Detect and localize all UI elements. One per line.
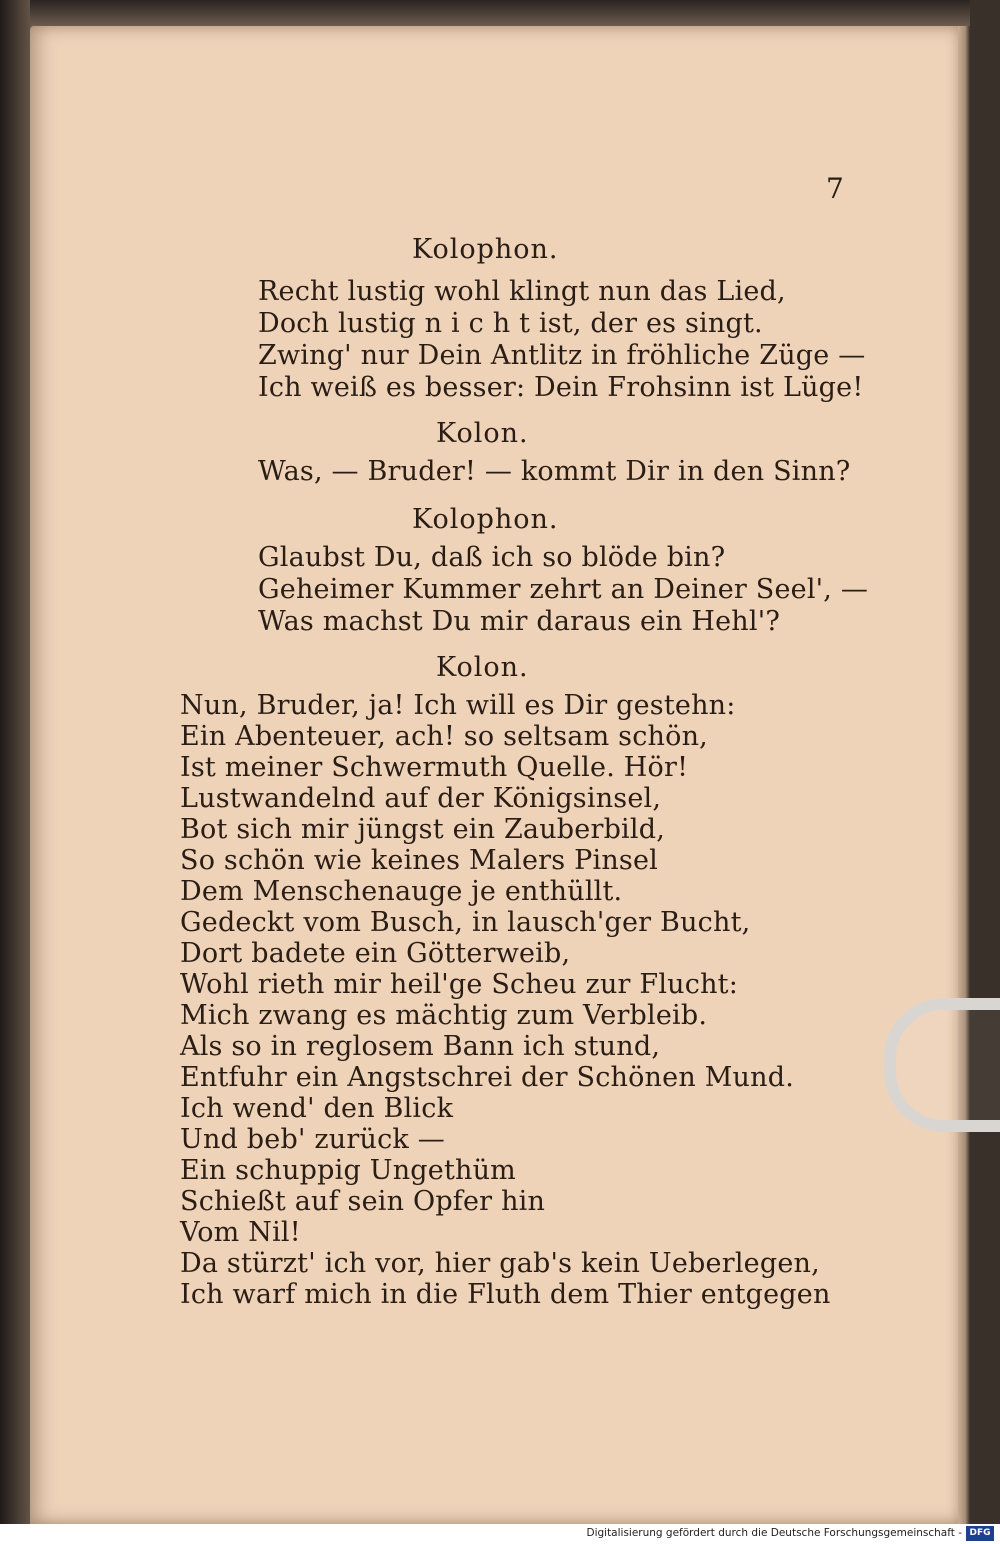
section-heading: Kolophon. [412,504,559,535]
verse-line: Nun, Bruder, ja! Ich will es Dir gestehn: [180,690,736,721]
verse-line: Dort badete ein Götterweib, [180,938,571,969]
verse-line: Dem Menschenauge je enthüllt. [180,876,623,907]
verse-line: Wohl rieth mir heil'ge Scheu zur Flucht: [180,969,739,1000]
verse-line: Entfuhr ein Angstschrei der Schönen Mund. [180,1062,794,1093]
verse-line: Ich warf mich in die Fluth dem Thier entgegen [180,1279,831,1310]
page-top-edge [30,0,970,26]
dfg-logo: DFG [966,1526,994,1541]
page-clip [884,998,1000,1132]
footer-bar [0,1524,1000,1544]
verse-line: Schießt auf sein Opfer hin [180,1186,546,1217]
verse-line: Zwing' nur Dein Antlitz in fröhliche Züge — [258,340,866,371]
verse-line: Da stürzt' ich vor, hier gab's kein Ueberlegen, [180,1248,820,1279]
verse-line: Doch lustig n i c h t ist, der es singt. [258,308,763,339]
section-heading: Kolophon. [412,234,559,265]
page-edge [958,26,970,1524]
funding-credit: Digitalisierung gefördert durch die Deutsche Forschungsgemeinschaft - [586,1527,962,1539]
verse-line: Bot sich mir jüngst ein Zauberbild, [180,814,665,845]
page-number: 7 [826,172,844,205]
verse-line: Ist meiner Schwermuth Quelle. Hör! [180,752,689,783]
verse-line: Vom Nil! [180,1217,301,1248]
verse-line: Recht lustig wohl klingt nun das Lied, [258,276,786,307]
verse-line: Ich wend' den Blick [180,1093,454,1124]
verse-line: Und beb' zurück — [180,1124,445,1155]
verse-line: Was, — Bruder! — kommt Dir in den Sinn? [258,456,851,487]
verse-line: Ich weiß es besser: Dein Frohsinn ist Lüge! [258,372,864,403]
verse-line: Geheimer Kummer zehrt an Deiner Seel', — [258,574,869,605]
section-heading: Kolon. [436,418,529,449]
section-heading: Kolon. [436,652,529,683]
verse-line: Ein schuppig Ungethüm [180,1155,516,1186]
verse-line: Lustwandelnd auf der Königsinsel, [180,783,662,814]
verse-line: Mich zwang es mächtig zum Verbleib. [180,1000,708,1031]
verse-line: Ein Abenteuer, ach! so seltsam schön, [180,721,708,752]
verse-line: Was machst Du mir daraus ein Hehl'? [258,606,781,637]
book-binding [0,0,34,1524]
verse-line: So schön wie keines Malers Pinsel [180,845,658,876]
verse-line: Glaubst Du, daß ich so blöde bin? [258,542,726,573]
verse-line: Gedeckt vom Busch, in lausch'ger Bucht, [180,907,751,938]
verse-line: Als so in reglosem Bann ich stund, [180,1031,661,1062]
